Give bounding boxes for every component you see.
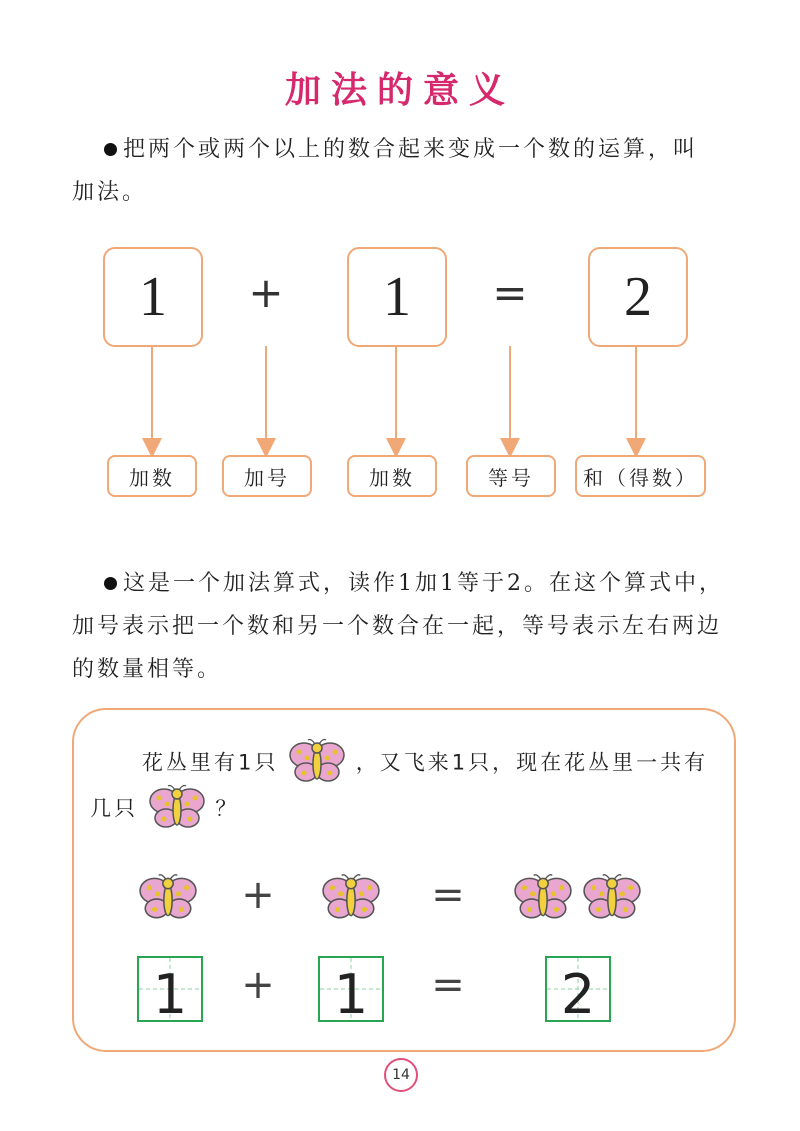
butterfly-equals-sign: = <box>431 872 465 918</box>
explanation-line-1: 这是一个加法算式，读作1加1等于2。在这个算式中， <box>123 571 724 596</box>
story-line-2 <box>72 784 730 835</box>
written-digit-a: 1 <box>152 963 188 1020</box>
butterfly-icon <box>513 873 573 925</box>
written-digit-c: 2 <box>560 963 596 1020</box>
label-addend-2: 加数 <box>347 455 437 497</box>
butterfly-plus-sign: + <box>241 872 275 918</box>
butterfly-icon <box>321 873 381 925</box>
explanation-line-2: 加号表示把一个数和另一个数合在一起，等号表示左右两边 <box>72 614 723 639</box>
explanation-paragraph <box>72 562 732 691</box>
written-digit-b: 1 <box>333 963 369 1020</box>
story-line-1 <box>72 738 732 789</box>
butterfly-icon <box>148 784 206 835</box>
definition-line-1: 把两个或两个以上的数合起来变成一个数的运算，叫 <box>123 137 699 162</box>
writing-grid-addend-1 <box>137 956 203 1022</box>
butterfly-icon <box>582 873 642 925</box>
page-number: 14 <box>384 1058 418 1092</box>
label-plus: 加号 <box>222 455 312 497</box>
butterfly-icon <box>138 873 198 925</box>
label-addend-1: 加数 <box>107 455 197 497</box>
addend-1-box: 1 <box>103 247 203 347</box>
label-sum: 和（得数） <box>575 455 706 497</box>
writing-grid-addend-2 <box>318 956 384 1022</box>
story-part-4: ？ <box>215 796 240 821</box>
bullet-icon <box>104 577 117 590</box>
explanation-line-3: 的数量相等。 <box>72 657 223 682</box>
story-part-1: 花丛里有1只 <box>142 750 279 775</box>
sum-box: 2 <box>588 247 688 347</box>
writing-grid-sum <box>545 956 611 1022</box>
definition-line-2: 加法。 <box>72 180 148 205</box>
plus-sign: + <box>248 268 284 317</box>
story-part-2: ，又飞来1只，现在花丛里一共有 <box>355 750 709 775</box>
label-equals: 等号 <box>466 455 556 497</box>
written-plus-sign: + <box>241 962 275 1008</box>
page-title: 加法的意义 <box>284 70 515 111</box>
butterfly-icon <box>288 738 346 789</box>
story-part-3: 几只 <box>90 796 138 821</box>
addend-2-box: 1 <box>347 247 447 347</box>
equals-sign: = <box>492 268 528 317</box>
written-equals-sign: = <box>431 962 465 1008</box>
